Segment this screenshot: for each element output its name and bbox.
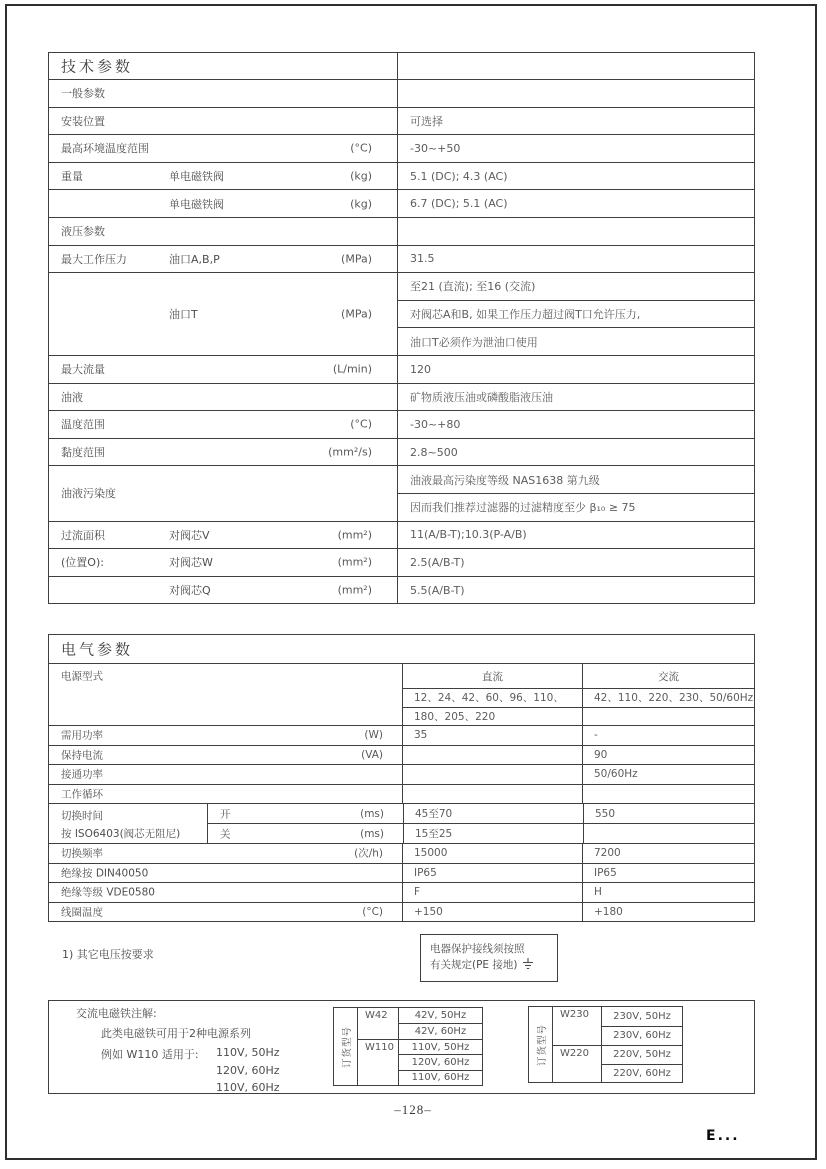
model-w110: W110 xyxy=(365,1042,394,1053)
weight2-value: 6.7 (DC); 5.1 (AC) xyxy=(410,197,508,211)
power-label: 需用功率 xyxy=(61,729,103,742)
w110-voltage-2: 120V, 60Hz xyxy=(399,1054,482,1069)
earth-ground-icon xyxy=(522,958,534,970)
maxp-label: 最大工作压力 xyxy=(61,252,127,266)
model-w220: W220 xyxy=(560,1048,589,1059)
ac-note-line-1: 此类电磁铁可用于2种电源系列 xyxy=(101,1027,251,1040)
row-area-q xyxy=(49,576,754,604)
visc-value: 2.8~500 xyxy=(410,445,458,459)
portT-value-3: 油口T必须作为泄油口使用 xyxy=(410,335,538,349)
install-label: 安装位置 xyxy=(61,114,105,128)
row-fluid xyxy=(49,383,754,411)
temp-value: -30~+80 xyxy=(410,417,461,431)
model-w42: W42 xyxy=(365,1010,388,1021)
portT-sub: 油口T xyxy=(169,308,198,322)
w220-voltage-1: 220V, 50Hz xyxy=(613,1049,671,1061)
ac-voltages: 42、110、220、230、50/60Hz xyxy=(594,692,754,705)
voltage-footnote: 1) 其它电压按要求 xyxy=(62,948,154,961)
general-header-label: 一般参数 xyxy=(61,87,105,101)
class-ac-value: H xyxy=(594,886,602,899)
order-model-table-w42-w110 xyxy=(333,1007,483,1086)
row-general-header xyxy=(49,79,754,107)
switch-off-dc-value: 15至25 xyxy=(415,828,453,840)
w220-voltage-2: 220V, 60Hz xyxy=(602,1064,682,1083)
electrical-parameters-table xyxy=(48,634,755,922)
page-number: –128– xyxy=(394,1102,432,1117)
switch-on-ac-value: 550 xyxy=(595,807,616,820)
flow-unit: (L/min) xyxy=(332,362,372,376)
area-label-2: (位置O): xyxy=(61,556,104,570)
flow-value: 120 xyxy=(410,362,431,376)
tech-title-row xyxy=(49,53,754,79)
row-area-v xyxy=(49,521,754,549)
row-switching-time xyxy=(49,803,754,843)
technical-parameters-table xyxy=(48,52,755,604)
power-unit: (W) xyxy=(364,729,383,742)
row-required-power xyxy=(49,725,754,745)
row-port-t xyxy=(49,272,754,355)
weight-label: 重量 xyxy=(61,170,83,184)
switch-label-2: 按 ISO6403(阀芯无阻尼) xyxy=(61,828,181,840)
w110-voltage-3: 110V, 60Hz xyxy=(399,1070,482,1085)
power-dc-value: 35 xyxy=(414,729,428,742)
switch-off-label: 关 xyxy=(220,828,231,840)
power-ac-value: - xyxy=(594,729,598,742)
w110-voltage-1: 110V, 50Hz xyxy=(411,1041,470,1053)
areaV-unit: (mm²) xyxy=(337,528,372,542)
contam-label: 油液污染度 xyxy=(61,487,116,501)
row-holding-current xyxy=(49,745,754,765)
power-type-label: 电源型式 xyxy=(61,670,103,683)
w230-voltage-1: 230V, 50Hz xyxy=(613,1010,671,1022)
hydraulic-header-label: 液压参数 xyxy=(61,225,105,239)
dc-voltages-2: 180、205、220 xyxy=(414,710,496,723)
row-duty-cycle xyxy=(49,784,754,804)
hold-ac-value: 90 xyxy=(594,748,608,761)
ac-note-line-2: 例如 W110 适用于: xyxy=(101,1048,199,1061)
areaV-value: 11(A/B-T);10.3(P-A/B) xyxy=(410,528,527,542)
row-protection-class xyxy=(49,863,754,883)
row-temp-range xyxy=(49,410,754,438)
row-weight-1 xyxy=(49,162,754,190)
row-area-w xyxy=(49,548,754,576)
ambient-label: 最高环境温度范围 xyxy=(61,142,149,156)
order-model-side-label-1: 订货型号 xyxy=(341,1025,353,1068)
areaW-sub: 对阀芯W xyxy=(169,556,213,570)
hold-label: 保持电流 xyxy=(61,749,103,762)
row-max-pressure xyxy=(49,245,754,273)
areaQ-unit: (mm²) xyxy=(337,583,372,597)
row-weight-2 xyxy=(49,189,754,217)
freq-unit: (次/h) xyxy=(354,847,383,860)
w230-voltage-2: 230V, 60Hz xyxy=(602,1026,682,1046)
weight2-unit: (kg) xyxy=(350,197,372,211)
weight1-value: 5.1 (DC); 4.3 (AC) xyxy=(410,169,508,183)
freq-label: 切换频率 xyxy=(61,847,103,860)
switch-off-unit: (ms) xyxy=(360,827,384,840)
coil-unit: (°C) xyxy=(362,905,383,918)
row-viscosity xyxy=(49,438,754,466)
areaQ-value: 5.5(A/B-T) xyxy=(410,583,465,597)
weight2-sub: 单电磁铁阀 xyxy=(169,197,224,211)
row-insulation-class xyxy=(49,882,754,902)
coil-label: 线圈温度 xyxy=(61,906,103,919)
switch-label-1: 切换时间 xyxy=(61,810,103,822)
tech-title: 技术参数 xyxy=(61,57,134,76)
ac-header: 交流 xyxy=(658,670,679,683)
contam-value-1: 油液最高污染度等级 NAS1638 第九级 xyxy=(410,473,600,487)
fluid-label: 油液 xyxy=(61,390,83,404)
row-max-flow xyxy=(49,355,754,383)
areaW-value: 2.5(A/B-T) xyxy=(410,555,465,569)
class-label: 绝缘等级 VDE0580 xyxy=(61,886,155,899)
maxp-sub: 油口A,B,P xyxy=(169,252,220,266)
pe-note-line-2: 有关规定(PE 接地) xyxy=(430,959,518,971)
switch-on-unit: (ms) xyxy=(360,807,384,820)
row-switch-frequency xyxy=(49,843,754,863)
ip-label: 绝缘按 DIN40050 xyxy=(61,867,149,880)
inrush-label: 接通功率 xyxy=(61,768,103,781)
corner-mark: E... xyxy=(706,1128,740,1144)
inrush-ac-value: 50/60Hz xyxy=(594,768,638,781)
hold-unit: (VA) xyxy=(361,748,383,761)
ac-note-example-3: 110V, 60Hz xyxy=(216,1081,280,1094)
row-inrush-power xyxy=(49,764,754,784)
dc-voltages-1: 12、24、42、60、96、110、 xyxy=(414,692,564,705)
temp-label: 温度范围 xyxy=(61,418,105,432)
portT-unit: (MPa) xyxy=(341,307,372,321)
order-model-side-label-2: 订货型号 xyxy=(536,1023,548,1066)
row-ambient-temp xyxy=(49,134,754,162)
pe-grounding-note-box xyxy=(420,934,558,982)
elec-title: 电气参数 xyxy=(61,640,134,659)
freq-ac-value: 7200 xyxy=(594,847,621,860)
coil-ac-value: +180 xyxy=(594,905,623,918)
temp-unit: (°C) xyxy=(350,417,372,431)
ip-ac-value: IP65 xyxy=(594,866,617,879)
portT-value-1: 至21 (直流); 至16 (交流) xyxy=(410,280,536,294)
maxp-value: 31.5 xyxy=(410,252,435,266)
elec-title-row xyxy=(49,635,754,663)
switch-on-label: 开 xyxy=(220,808,231,820)
visc-label: 黏度范围 xyxy=(61,446,105,460)
ac-note-example-2: 120V, 60Hz xyxy=(216,1064,280,1077)
area-label: 过流面积 xyxy=(61,528,105,542)
flow-label: 最大流量 xyxy=(61,363,105,377)
areaQ-sub: 对阀芯Q xyxy=(169,584,211,597)
install-value: 可选择 xyxy=(410,114,443,128)
ac-note-title: 交流电磁铁注解: xyxy=(76,1007,157,1020)
maxp-unit: (MPa) xyxy=(341,252,372,266)
row-power-type xyxy=(49,663,754,725)
fluid-value: 矿物质液压油或磷酸脂液压油 xyxy=(410,390,553,404)
portT-value-2: 对阀芯A和B, 如果工作压力超过阀T口允许压力, xyxy=(410,308,641,322)
dc-column xyxy=(402,664,582,725)
visc-unit: (mm²/s) xyxy=(328,445,372,459)
ac-column xyxy=(582,664,754,725)
weight1-sub: 单电磁铁阀 xyxy=(169,170,224,184)
row-coil-temperature xyxy=(49,902,754,922)
contam-value-2: 因而我们推荐过滤器的过滤精度至少 β₁₀ ≥ 75 xyxy=(410,501,636,515)
freq-dc-value: 15000 xyxy=(414,847,448,860)
model-w230: W230 xyxy=(560,1009,589,1020)
coil-dc-value: +150 xyxy=(414,905,443,918)
class-dc-value: F xyxy=(414,886,421,899)
ac-note-example-1: 110V, 50Hz xyxy=(216,1046,280,1059)
tech-title-empty-cell xyxy=(397,53,754,79)
w42-voltage-2: 42V, 60Hz xyxy=(399,1023,482,1039)
order-model-table-w230-w220 xyxy=(528,1006,683,1083)
row-install xyxy=(49,107,754,135)
areaV-sub: 对阀芯V xyxy=(169,528,210,542)
switch-on-dc-value: 45至70 xyxy=(415,808,453,820)
row-hydraulic-header xyxy=(49,217,754,245)
ambient-value: -30~+50 xyxy=(410,141,461,155)
row-contamination xyxy=(49,465,754,520)
areaW-unit: (mm²) xyxy=(337,555,372,569)
ambient-unit: (°C) xyxy=(350,141,372,155)
w42-voltage-1: 42V, 50Hz xyxy=(414,1010,467,1021)
pe-note-line-1: 电器保护接线须按照 xyxy=(430,943,525,955)
duty-label: 工作循环 xyxy=(61,788,103,801)
ip-dc-value: IP65 xyxy=(414,866,437,879)
ac-solenoid-note-box xyxy=(48,1000,755,1094)
weight1-unit: (kg) xyxy=(350,169,372,183)
dc-header: 直流 xyxy=(482,670,503,683)
